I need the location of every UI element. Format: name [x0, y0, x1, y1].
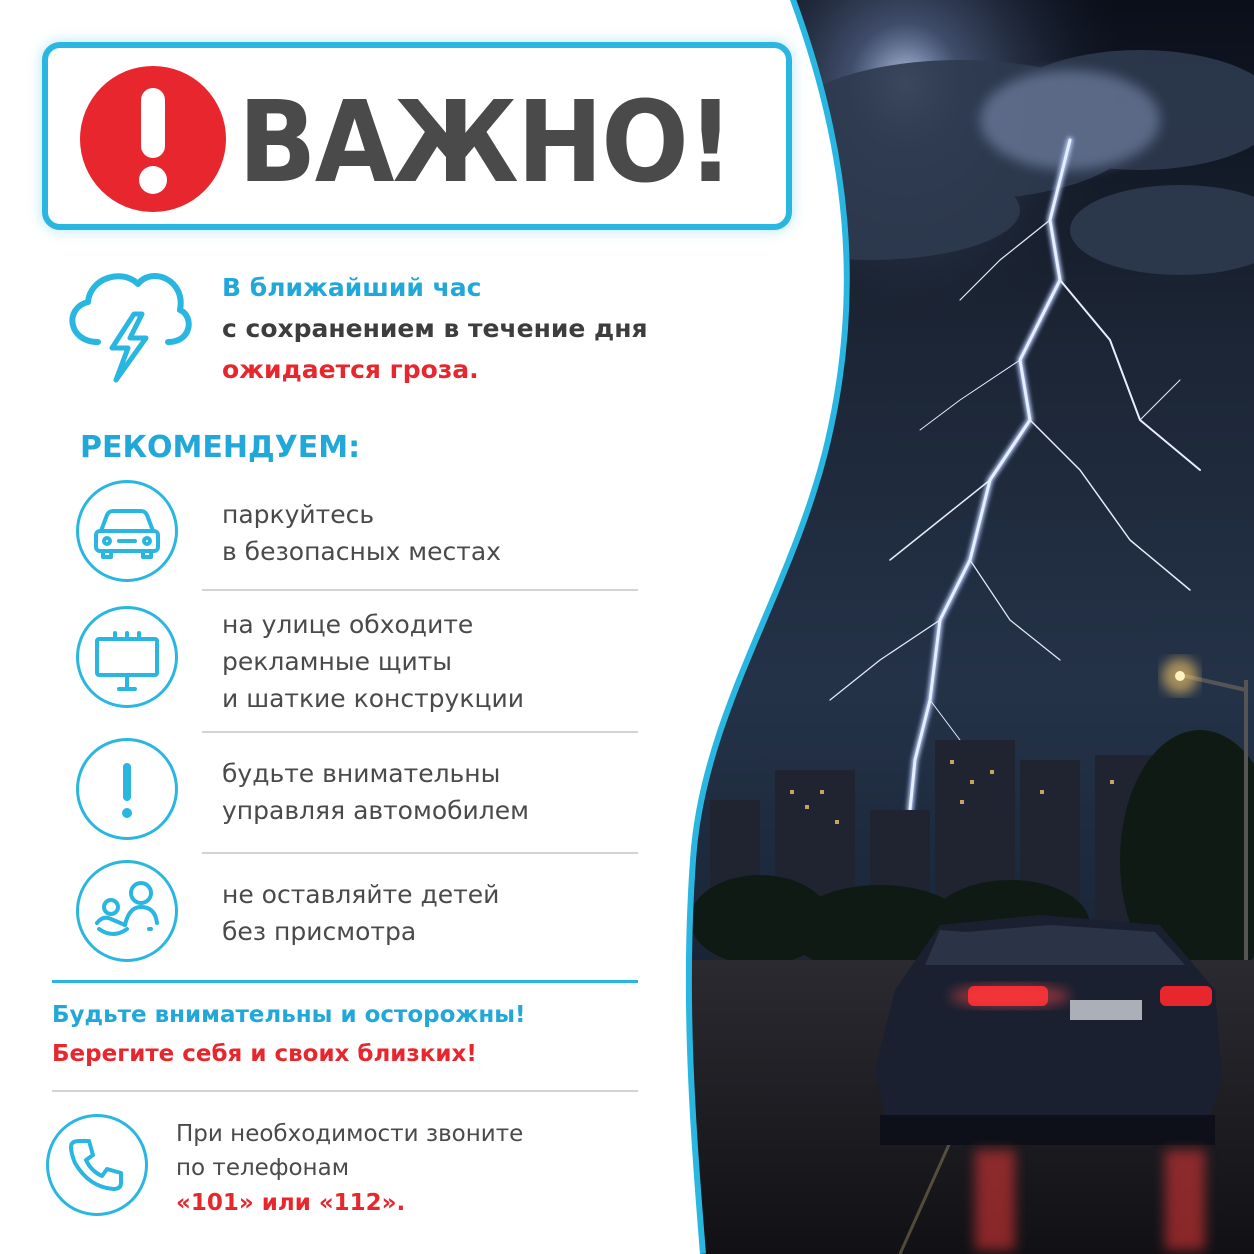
recommendation-4-line-2: без присмотра — [222, 917, 417, 946]
forecast-time: В ближайший час — [222, 273, 482, 302]
divider — [202, 852, 638, 854]
thunderstorm-cloud-icon — [58, 258, 194, 392]
emergency-numbers: «101» или «112». — [176, 1190, 406, 1216]
phone-icon — [46, 1114, 148, 1216]
contact-line-2: по телефонам — [176, 1155, 350, 1181]
child-care-icon — [76, 860, 178, 962]
recommendation-1-line-2: в безопасных местах — [222, 537, 501, 566]
divider — [202, 589, 638, 591]
recommendation-4-line-1: не оставляйте детей — [222, 880, 500, 909]
recommendation-3-line-2: управляя автомобилем — [222, 796, 530, 825]
recommendations-title: РЕКОМЕНДУЕМ: — [80, 430, 361, 465]
car-icon — [76, 480, 178, 582]
forecast-duration: с сохранением в течение дня — [222, 314, 648, 343]
forecast-event: ожидается гроза. — [222, 355, 479, 384]
contact-line-1: При необходимости звоните — [176, 1121, 524, 1147]
divider — [52, 980, 638, 983]
recommendation-3-line-1: будьте внимательны — [222, 759, 501, 788]
billboard-icon — [76, 606, 178, 708]
recommendation-1-line-1: паркуйтесь — [222, 500, 375, 529]
divider — [52, 1090, 638, 1092]
divider — [202, 731, 638, 733]
exclamation-circle-icon — [80, 66, 226, 212]
recommendation-2-line-1: на улице обходите — [222, 610, 474, 639]
alert-title: ВАЖНО! — [238, 78, 733, 208]
caution-message: Будьте внимательны и осторожны! — [52, 1002, 526, 1028]
care-message: Берегите себя и своих близких! — [52, 1041, 477, 1067]
recommendation-2-line-3: и шаткие конструкции — [222, 684, 524, 713]
exclamation-icon — [76, 738, 178, 840]
recommendation-2-line-2: рекламные щиты — [222, 647, 453, 676]
